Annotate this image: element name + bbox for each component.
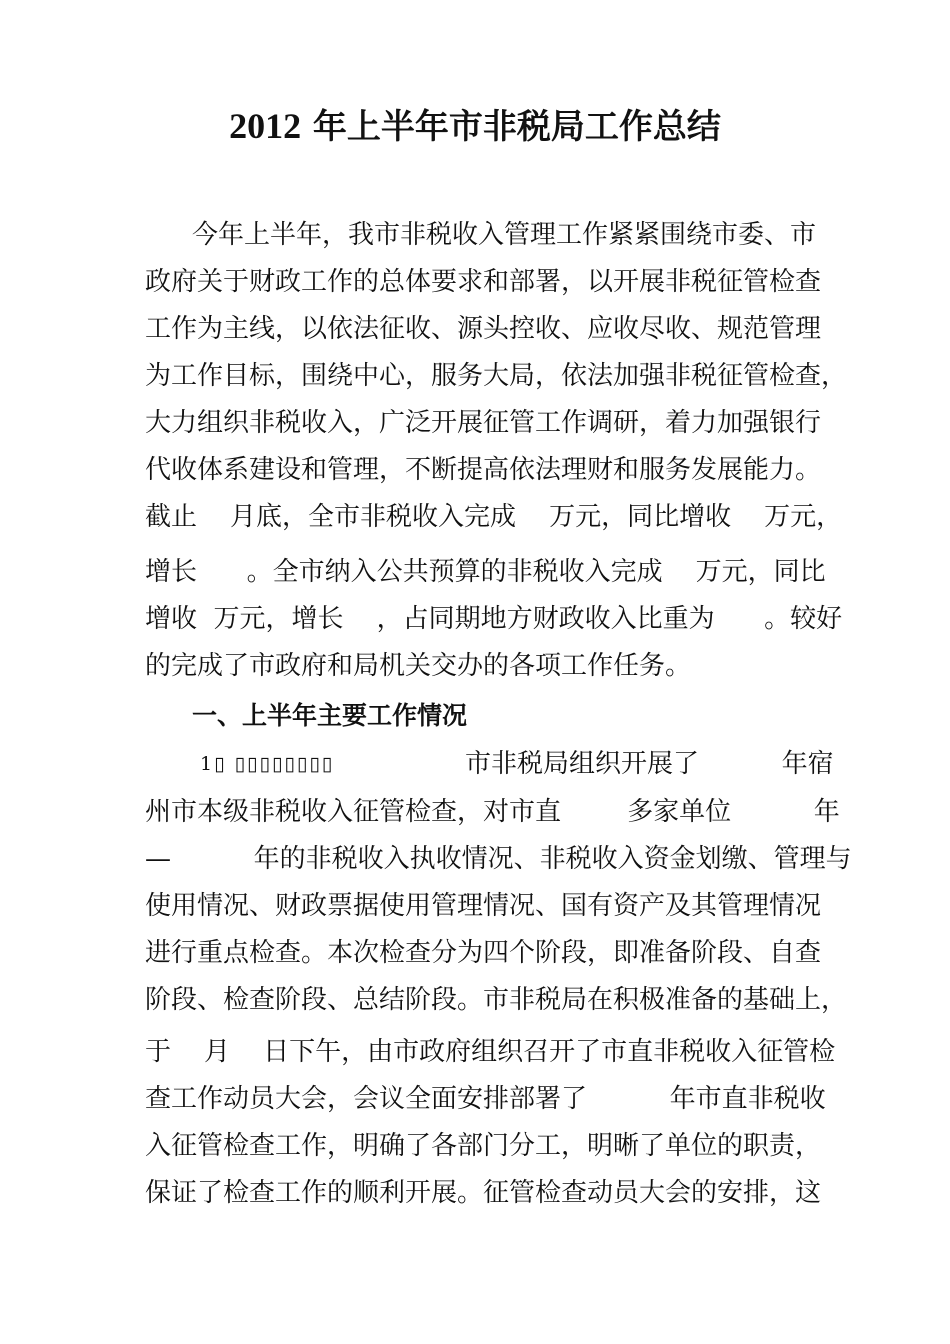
- intro-line-6: 代收体系建设和管理，不断提高依法理财和服务发展能力。: [145, 455, 822, 485]
- item1-line-1: 市非税局组织开展了 年宿: [465, 749, 834, 779]
- document-title: [0, 100, 950, 153]
- item1-garbled-label: 1▯ ▯▯▯▯▯▯▯▯: [200, 753, 335, 775]
- intro-line-3: 工作为主线，以依法征收、源头控收、应收尽收、规范管理: [145, 314, 822, 344]
- item1-line-6: 阶段、检查阶段、总结阶段。市非税局在积极准备的基础上，: [145, 985, 848, 1015]
- intro-line-8: 增长 。全市纳入公共预算的非税收入完成 万元，同比: [145, 557, 826, 587]
- intro-line-10: 的完成了市政府和局机关交办的各项工作任务。: [145, 651, 692, 681]
- title-text: 年上半年市非税局工作总结: [301, 107, 721, 147]
- item1-line-9: 入征管检查工作，明确了各部门分工，明晰了单位的职责，: [145, 1131, 822, 1161]
- item1-line-7: 于 月 日下午，由市政府组织召开了市直非税收入征管检: [145, 1037, 836, 1067]
- item1-line-4: 使用情况、财政票据使用管理情况、国有资产及其管理情况: [145, 891, 822, 921]
- intro-line-1: 今年上半年，我市非税收入管理工作紧紧围绕市委、市: [192, 220, 817, 250]
- item1-line-5: 进行重点检查。本次检查分为四个阶段，即准备阶段、自查: [145, 938, 822, 968]
- intro-line-4: 为工作目标，围绕中心，服务大局，依法加强非税征管检查，: [145, 361, 848, 391]
- title-year: 2012: [229, 106, 302, 146]
- item1-line-3: — 年的非税收入执收情况、非税收入资金划缴、管理与: [145, 844, 852, 874]
- intro-line-5: 大力组织非税收入，广泛开展征管工作调研，着力加强银行: [145, 408, 822, 438]
- item1-line-10: 保证了检查工作的顺利开展。征管检查动员大会的安排，这: [145, 1178, 822, 1208]
- intro-line-7: 截止 月底，全市非税收入完成 万元，同比增收 万元，: [145, 502, 843, 532]
- item1-line-2: 州市本级非税收入征管检查，对市直 多家单位 年: [145, 797, 840, 827]
- intro-line-9: 增收 万元，增长 ，占同期地方财政收入比重为 。较好: [145, 604, 843, 634]
- section-heading: 一、上半年主要工作情况: [192, 701, 468, 730]
- item1-line-8: 查工作动员大会，会议全面安排部署了 年市直非税收: [145, 1084, 826, 1114]
- intro-line-2: 政府关于财政工作的总体要求和部署，以开展非税征管检查: [145, 267, 822, 297]
